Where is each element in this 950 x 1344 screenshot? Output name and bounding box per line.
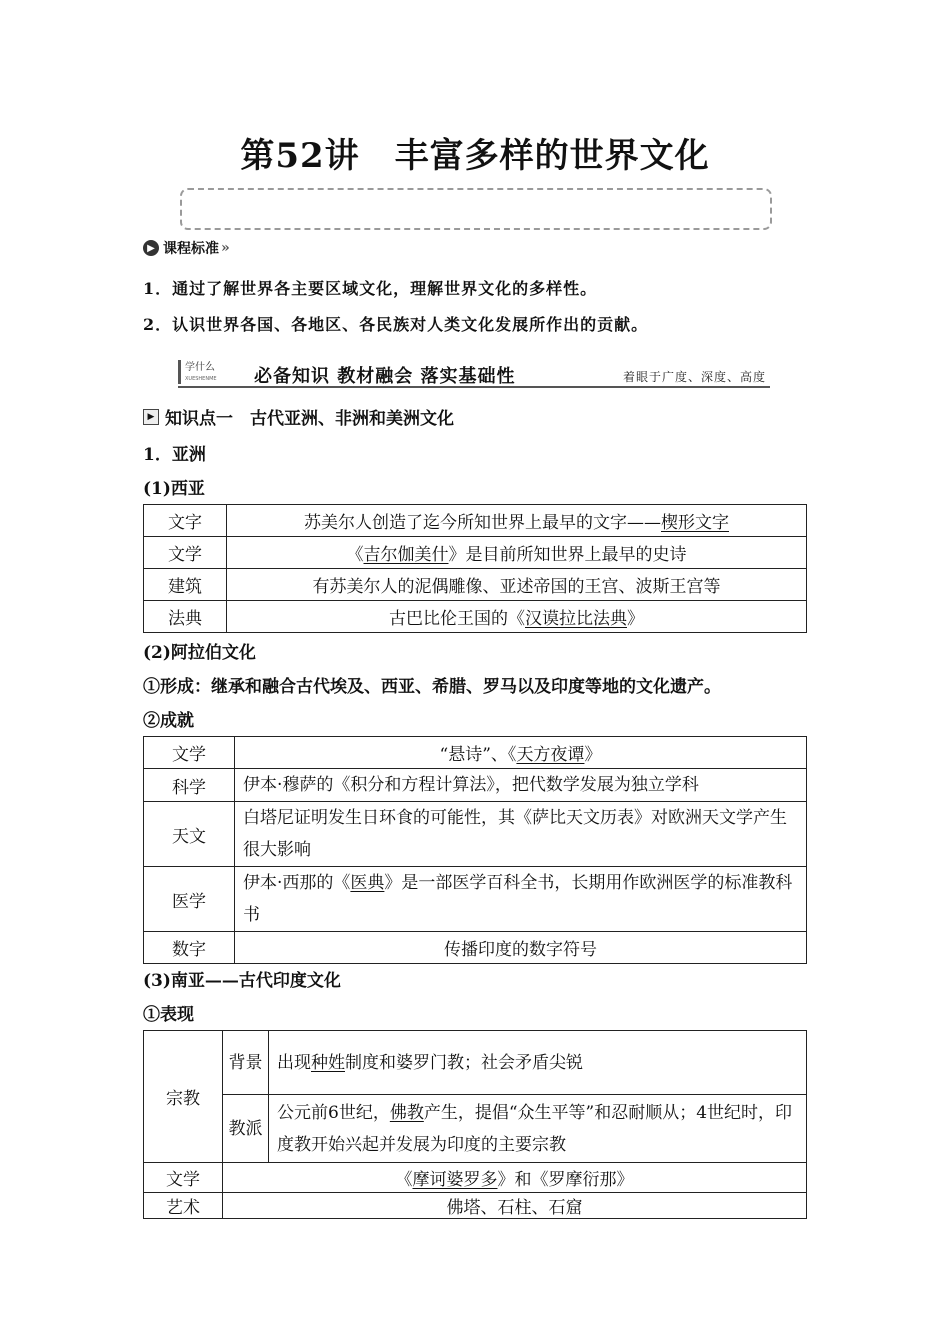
banner-logo-text: 学什么 (185, 362, 215, 373)
row-label: 科学 (144, 769, 235, 802)
banner-underline (178, 386, 770, 388)
row-value: 出现种姓制度和婆罗门教；社会矛盾尖锐 (269, 1031, 807, 1095)
table-row (144, 1193, 807, 1219)
table-row (144, 601, 807, 633)
arab-heading: (2)阿拉伯文化 (143, 643, 256, 663)
sub-label: 教派 (223, 1095, 269, 1163)
play-circle-icon: ▶ (143, 240, 159, 256)
banner-tagline: 着眼于广度、深度、高度 (622, 370, 766, 384)
double-chevron-icon: » (221, 240, 227, 256)
course-standard-label: 课程标准 (163, 241, 219, 257)
row-label: 宗教 (144, 1031, 223, 1163)
table-row (144, 505, 807, 537)
south-asia-heading: (3)南亚——古代印度文化 (143, 971, 341, 991)
play-square-icon: ▶ (143, 409, 159, 425)
row-label: 天文 (144, 802, 235, 867)
knowledge-point-label: 知识点一 古代亚洲、非洲和美洲文化 (165, 409, 454, 429)
standard-item-2: 2．认识世界各国、各地区、各民族对人类文化发展所作出的贡献。 (143, 315, 649, 334)
row-value: 《吉尔伽美什》是目前所知世界上最早的史诗 (227, 537, 807, 569)
row-value: 佛塔、石柱、石窟 (223, 1193, 807, 1219)
south-asia-sub: ①表现 (143, 1005, 194, 1025)
table-row (144, 569, 807, 601)
row-value: 白塔尼证明发生日环食的可能性，其《萨比天文历表》对欧洲天文学产生很大影响 (235, 802, 807, 867)
table-row (144, 802, 807, 867)
row-value: “悬诗”、《天方夜谭》 (235, 737, 807, 769)
table-row (144, 1095, 807, 1163)
south-asia-table (143, 1030, 807, 1219)
asia-heading: 1．亚洲 (143, 445, 206, 465)
course-standard-heading (143, 238, 227, 258)
table-row (144, 932, 807, 964)
row-label: 法典 (144, 601, 227, 633)
row-value: 有苏美尔人的泥偶雕像、亚述帝国的王宫、波斯王宫等 (227, 569, 807, 601)
table-row (144, 737, 807, 769)
row-label: 艺术 (144, 1193, 223, 1219)
row-value: 公元前6世纪，佛教产生，提倡“众生平等”和忍耐顺从；4世纪时，印度教开始兴起并发展为印度的主要宗教 (269, 1095, 807, 1163)
banner-title: 必备知识 教材融会 落实基础性 (254, 366, 516, 387)
row-label: 文字 (144, 505, 227, 537)
row-value: 伊本·穆萨的《积分和方程计算法》，把代数学发展为独立学科 (235, 769, 807, 802)
arab-achievement-heading: ②成就 (143, 711, 194, 731)
row-label: 医学 (144, 867, 235, 932)
table-row (144, 537, 807, 569)
row-label: 文学 (144, 737, 235, 769)
table-row (144, 1163, 807, 1193)
arab-formation: ①形成：继承和融合古代埃及、西亚、希腊、罗马以及印度等地的文化遗产。 (143, 677, 721, 697)
row-value: 伊本·西那的《医典》是一部医学百科全书，长期用作欧洲医学的标准教科书 (235, 867, 807, 932)
row-label: 数字 (144, 932, 235, 964)
row-label: 建筑 (144, 569, 227, 601)
knowledge-point-heading (143, 404, 454, 429)
row-value: 《摩诃婆罗多》和《罗摩衍那》 (223, 1163, 807, 1193)
section-banner (178, 360, 770, 390)
row-label: 文学 (144, 537, 227, 569)
table-row (144, 769, 807, 802)
row-value: 古巴比伦王国的《汉谟拉比法典》 (227, 601, 807, 633)
empty-dashed-box (180, 188, 772, 230)
row-value: 传播印度的数字符号 (235, 932, 807, 964)
west-asia-heading: (1)西亚 (143, 479, 205, 499)
standard-item-1: 1．通过了解世界各主要区域文化，理解世界文化的多样性。 (143, 279, 598, 298)
banner-logo (178, 360, 245, 384)
row-value: 苏美尔人创造了迄今所知世界上最早的文字——楔形文字 (227, 505, 807, 537)
banner-logo-sub: XUESHENME (185, 376, 217, 382)
sub-label: 背景 (223, 1031, 269, 1095)
table-row (144, 867, 807, 932)
arab-table (143, 736, 807, 964)
table-row (144, 1031, 807, 1095)
page-title: 第52讲 丰富多样的世界文化 (240, 136, 710, 176)
row-label: 文学 (144, 1163, 223, 1193)
west-asia-table (143, 504, 807, 633)
